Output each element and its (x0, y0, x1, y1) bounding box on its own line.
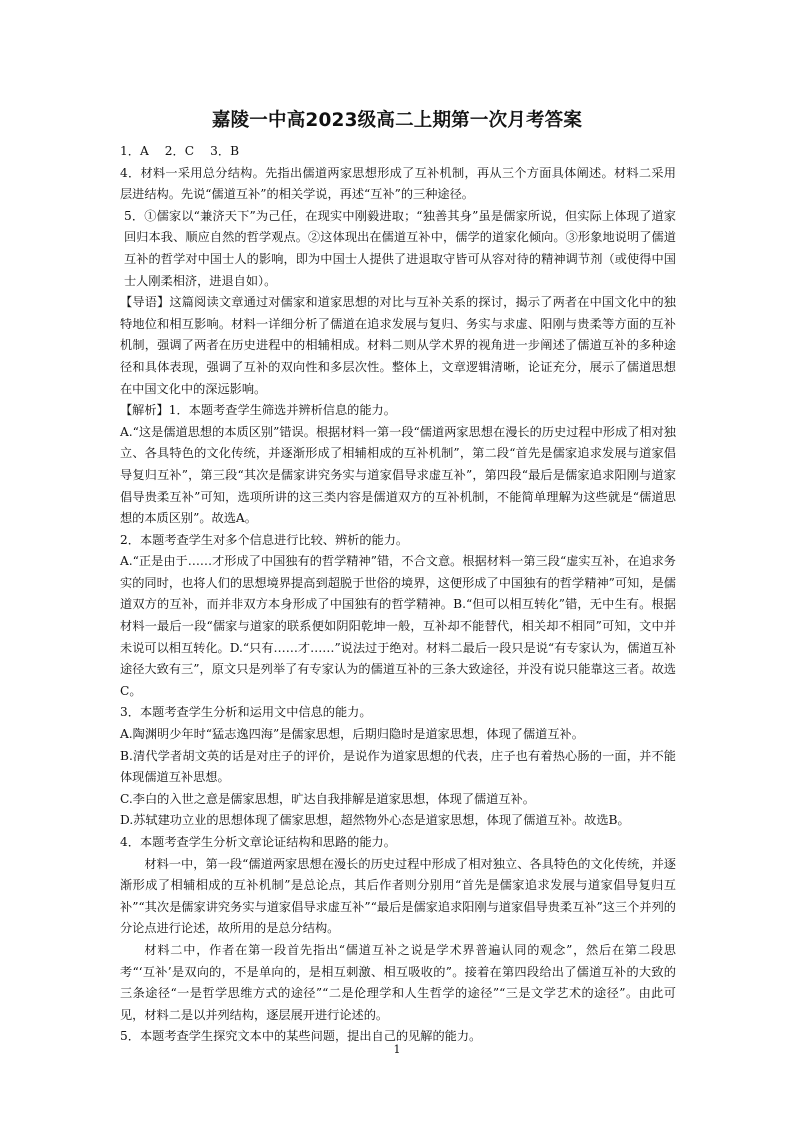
paragraph: 材料二中，作者在第一段首先指出“儒道互补之说是学术界普遍认同的观念”，然后在第二段思考“‘互补’是双向的，不是单向的，是相互刺激、相互吸收的”。接着在第四段给出了儒道互补的大致的三条途径“一是哲学思维方式的途径”“二是伦理学和人生哲学的途径”“三是文学艺术的途径”。由此可见，材料二是以并列结构，逐层展开进行论述的。 (120, 942, 676, 1022)
paragraph: 5．①儒家以“兼济天下”为己任，在现实中刚毅进取；“独善其身”虽是儒家所说，但实际上体现了道家回归本我、顺应自然的哲学观点。②这体现出在儒道互补中，儒学的道家化倾向。③形象地说明了儒道互补的哲学对中国士人的影响，即为中国士人提供了进退取守皆可从容对待的精神调节剂（或使得中国士人刚柔相济，进退自如）。 (124, 208, 676, 288)
paragraph: 4．本题考查学生分析文章论证结构和思路的能力。 (120, 835, 396, 849)
page-title: 嘉陵一中高2023级高二上期第一次月考答案 (211, 110, 583, 131)
paragraph: 【解析】1．本题考查学生筛选并辨析信息的能力。 (120, 403, 396, 418)
paragraph: 5．本题考查学生探究文本中的某些问题，提出自己的见解的能力。 (120, 1029, 482, 1044)
paragraph: A.“这是儒道思想的本质区别”错误。根据材料一第一段“儒道两家思想在漫长的历史过程中形成了相对独立、各具特色的文化传统，并逐渐形成了相辅相成的互补机制”，第二段“首先是儒家追求发展与道家倡导复归互补”，第三段“其次是儒家讲究务实与道家倡导求虚互补”，第四段“最后是儒家追求阳刚与道家倡导贵柔互补”可知，选项所讲的这三类内容是儒道双方的互补机制，不能简单理解为这些就是“儒道思想的本质区别”。故选A。 (120, 424, 676, 526)
paragraph: 2．本题考查学生对多个信息进行比较、辨析的能力。 (120, 532, 409, 547)
page-number: 1 (393, 1043, 401, 1056)
paragraph: 材料一中，第一段“儒道两家思想在漫长的历史过程中形成了相对独立、各具特色的文化传统，并逐渐形成了相辅相成的互补机制”是总论点，其后作者则分别用“首先是儒家追求发展与道家倡导复归互补”“其次是儒家讲究务实与道家倡导求虚互补”“最后是儒家追求阳刚与道家倡导贵柔互补”这三个并列的分论点进行论述，故所用的是总分结构。 (120, 856, 676, 936)
paragraph: A.陶渊明少年时“猛志逸四海”是儒家思想，后期归隐时是道家思想，体现了儒道互补。 (120, 727, 584, 742)
paragraph: 3．本题考查学生分析和运用文中信息的能力。 (120, 705, 372, 720)
paragraph: 【导语】这篇阅读文章通过对儒家和道家思想的对比与互补关系的探讨，揭示了两者在中国文化中的独特地位和相互影响。材料一详细分析了儒道在追求发展与复归、务实与求虚、阳刚与贵柔等方面的互补机制，强调了两者在历史进程中的相辅相成。材料二则从学术界的视角进一步阐述了儒道互补的多种途径和具体表现，强调了互补的双向性和多层次性。整体上，文章逻辑清晰，论证充分，展示了儒道思想在中国文化中的深远影响。 (120, 295, 676, 396)
paragraph: D.苏轼建功立业的思想体现了儒家思想，超然物外心态是道家思想，体现了儒道互补。故选B。 (120, 813, 630, 828)
answer-body (120, 141, 676, 1048)
paragraph: C.李白的入世之意是儒家思想，旷达自我排解是道家思想，体现了儒道互补。 (120, 791, 535, 806)
paragraph: A.“正是由于……才形成了中国独有的哲学精神”错，不合文意。根据材料一第三段“虚实互补，在追求务实的同时，也将人们的思想境界提高到超脱于世俗的境界，这便形成了中国独有的哲学精神”可知，是儒道双方的互补，而并非双方本身形成了中国独有的哲学精神。B.“但可以相互转化”错，无中生有。根据材料一最后一段“儒家与道家的联系便如阴阳乾坤一般，互补却不能替代，相关却不相同”可知，文中并未说可以相互转化。D.“只有……才……”说法过于绝对。材料二最后一段只是说“有专家认为，儒道互补途径大致有三”，原文只是列举了有专家认为的儒道互补的三条大致途径，并没有说只能靠这三者。故选C。 (120, 554, 676, 698)
paragraph: B.清代学者胡文英的话是对庄子的评价，是说作为道家思想的代表，庄子也有着热心肠的一面，并不能体现儒道互补思想。 (120, 748, 676, 785)
paragraph: 4．材料一采用总分结构。先指出儒道两家思想形成了互补机制，再从三个方面具体阐述。材料二采用层进结构。先说“儒道互补”的相关学说，再述“互补”的三种途径。 (120, 165, 676, 202)
paragraph: 1．A 2．C 3．B (120, 144, 240, 158)
